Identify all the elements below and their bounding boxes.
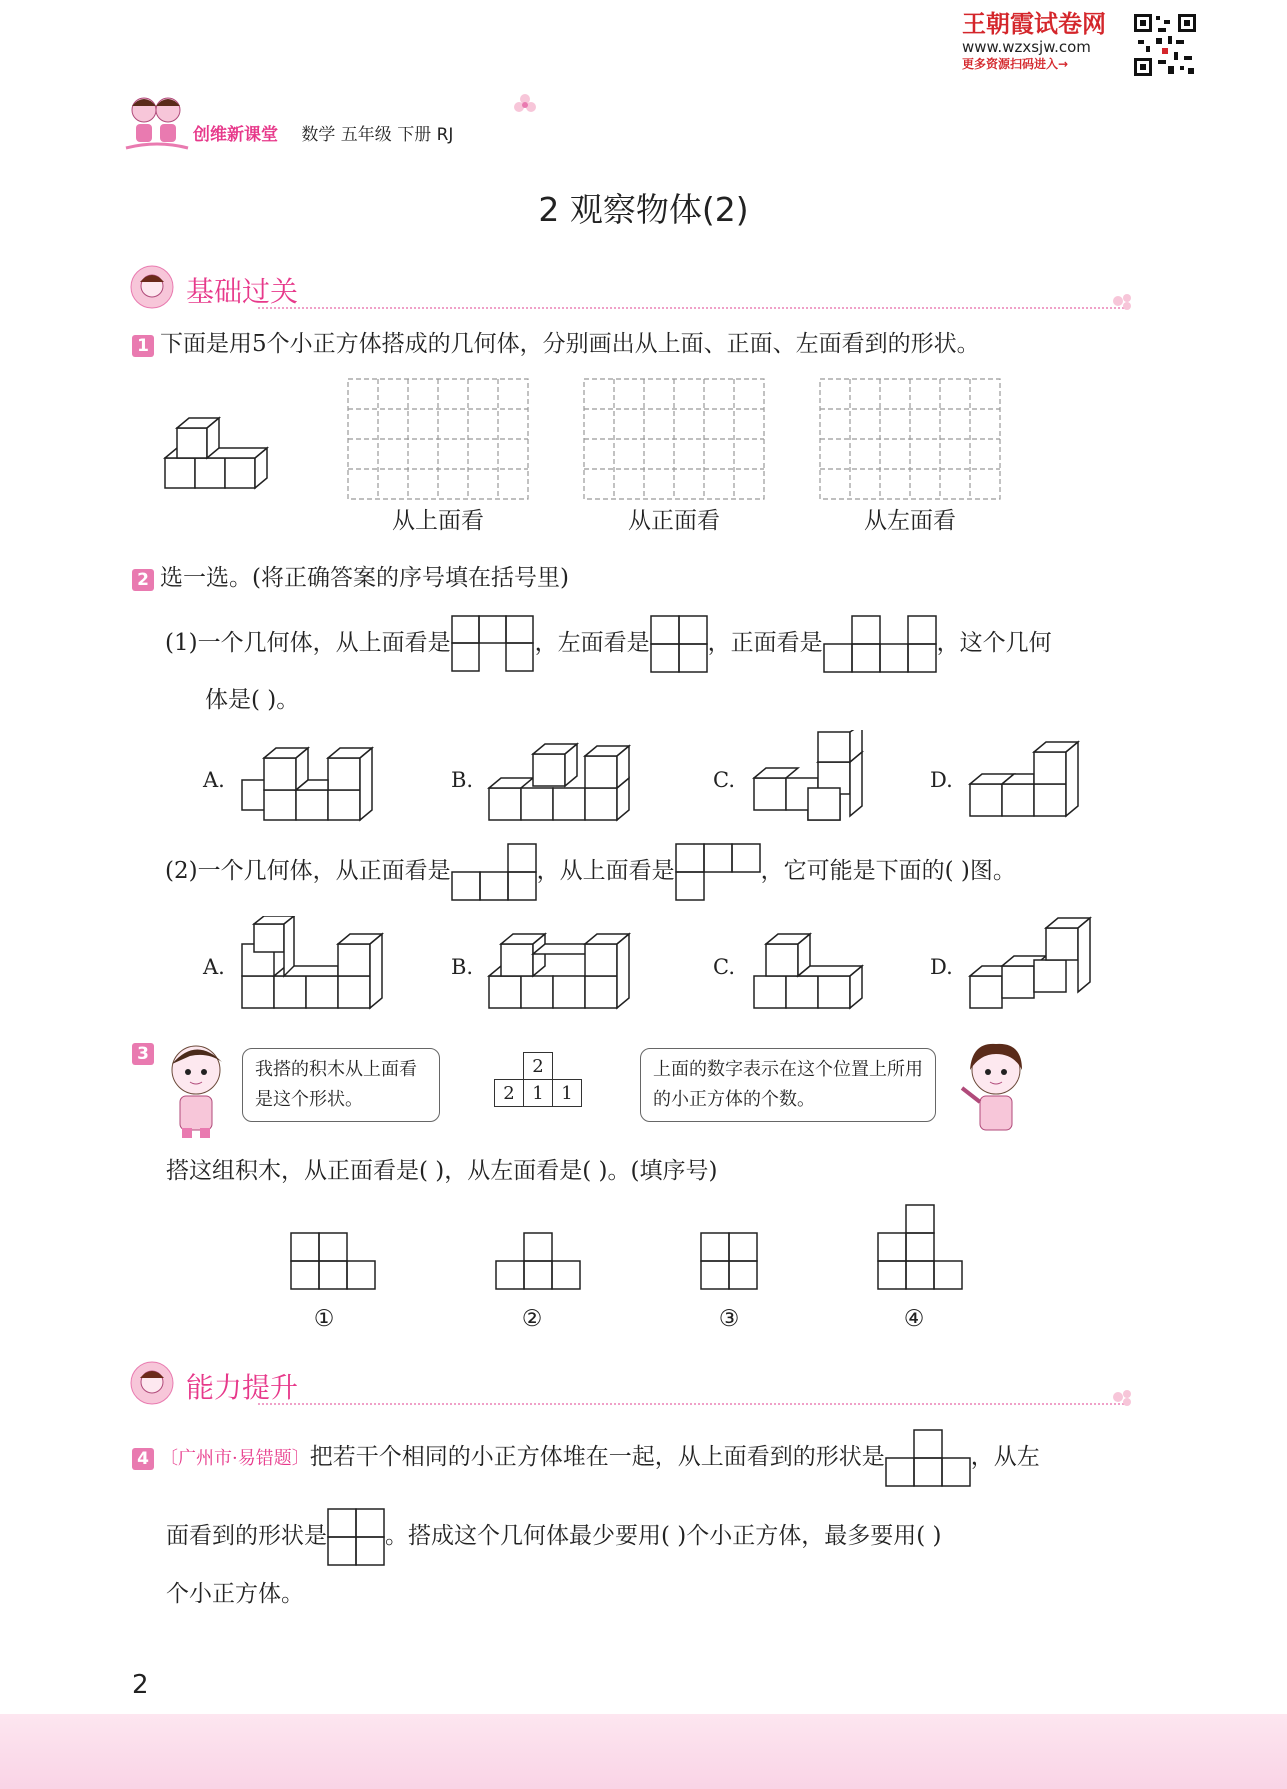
kids-logo-icon: [122, 90, 192, 156]
brand-more: 更多资源扫码进入→: [962, 57, 1069, 71]
q2-part1-text-d: ，这个几何: [936, 630, 1052, 656]
view-top-shape: [675, 843, 761, 901]
grid-cell: 2: [495, 1080, 524, 1107]
qr-code-icon: [1132, 12, 1198, 78]
q2-part1-text-a: (1)一个几何体，从上面看是: [165, 630, 451, 656]
section-divider: [258, 1403, 1128, 1405]
q2-part2-text-a: (2)一个几何体，从正面看是: [165, 858, 451, 884]
girl-character-icon: [952, 1040, 1034, 1140]
option-figure-c: [752, 730, 872, 822]
question-4-line2: [166, 1507, 942, 1566]
grid-cell: 2: [524, 1053, 553, 1080]
page-title: 2 观察物体(2): [538, 190, 749, 229]
view-left-shape: [327, 1508, 385, 1566]
question-text: 把若干个相同的小正方体堆在一起，从上面看到的形状是: [309, 1444, 885, 1470]
q2-part2-line: [165, 842, 1016, 901]
option-label: D.: [930, 768, 953, 792]
option-label: C.: [713, 768, 735, 792]
q2-part1-answer: 体是( )。: [205, 687, 300, 713]
choice-label: ②: [521, 1306, 543, 1332]
section-divider: [258, 307, 1128, 309]
option-figure-b2: [487, 916, 647, 1010]
option-label: D.: [930, 955, 953, 979]
question-4-line3: 个小正方体。: [166, 1581, 304, 1607]
choice-shape-3: [700, 1232, 758, 1290]
section-header-advanced: [128, 1360, 1128, 1408]
view-left-shape: [650, 615, 708, 673]
brand-logo: [962, 10, 1127, 72]
option-figure-a2: [240, 916, 400, 1010]
option-label: B.: [451, 768, 474, 792]
grid-cell: 1: [553, 1080, 582, 1107]
flower-deco-icon: [512, 92, 538, 118]
question-4-line1: [132, 1428, 1040, 1488]
choice-label: ④: [903, 1306, 925, 1332]
subject-info: 数学 五年级 下册 RJ: [301, 125, 454, 145]
option-figure-a: [240, 730, 388, 822]
view-front-shape: [823, 615, 937, 673]
choice-shape-2: [495, 1232, 581, 1290]
girl-avatar-icon: [128, 1360, 176, 1406]
question-text: 面看到的形状是: [166, 1523, 327, 1549]
question-number: 3: [132, 1043, 154, 1065]
label-top-view: 从上面看: [392, 508, 484, 534]
view-top-shape: [451, 615, 535, 673]
flower-deco-icon: [1110, 1386, 1134, 1408]
choice-shape-4: [877, 1204, 963, 1290]
speech-bubble-left: 我搭的积木从上面看是这个形状。: [242, 1048, 440, 1122]
question-number: 2: [132, 569, 154, 591]
label-left-view: 从左面看: [864, 508, 956, 534]
flower-deco-icon: [1110, 290, 1134, 312]
cube-figure: [163, 410, 288, 502]
top-view-number-grid: [494, 1052, 582, 1107]
q2-part1-line: [165, 614, 1052, 673]
choice-label: ①: [313, 1306, 335, 1332]
view-top-shape: [885, 1429, 971, 1487]
footer-band: [0, 1714, 1287, 1789]
q2-part1-text-c: ，正面看是: [707, 630, 823, 656]
choice-label: ③: [718, 1306, 740, 1332]
label-front-view: 从正面看: [628, 508, 720, 534]
option-figure-d: [968, 738, 1080, 822]
girl-avatar-icon: [128, 264, 176, 310]
page-number: 2: [132, 1670, 149, 1700]
question-3-text: 搭这组积木，从正面看是( )，从左面看是( )。(填序号): [166, 1158, 718, 1184]
question-text: 下面是用5个小正方体搭成的几何体，分别画出从上面、正面、左面看到的形状。: [160, 331, 980, 357]
question-text: ，从左: [970, 1444, 1040, 1470]
series-name: 创维新课堂: [193, 125, 278, 145]
question-number: 1: [132, 335, 154, 357]
boy-character-icon: [160, 1040, 238, 1140]
dashed-grid-left: [819, 378, 1001, 500]
option-label: B.: [451, 955, 474, 979]
section-title-advanced: 能力提升: [186, 1371, 299, 1404]
option-label: C.: [713, 955, 735, 979]
option-label: A.: [203, 955, 225, 979]
section-title-basic: 基础过关: [186, 275, 299, 308]
dashed-grid-top: [347, 378, 529, 500]
option-figure-c2: [752, 916, 882, 1010]
brand-name: 王朝霞试卷网: [962, 10, 1106, 38]
question-text: 选一选。(将正确答案的序号填在括号里): [160, 565, 569, 591]
option-figure-d2: [968, 916, 1092, 1010]
question-3-number: [132, 1043, 160, 1065]
speech-bubble-right: 上面的数字表示在这个位置上所用的小正方体的个数。: [640, 1048, 936, 1122]
dashed-grid-front: [583, 378, 765, 500]
q2-part1-text-b: ，左面看是: [534, 630, 650, 656]
question-text: 。搭成这个几何体最少要用( )个小正方体，最多要用( ): [385, 1523, 942, 1549]
brand-url: www.wzxsjw.com: [962, 38, 1091, 56]
option-figure-b: [487, 730, 645, 822]
question-number: 4: [132, 1448, 154, 1470]
question-2: [132, 567, 569, 591]
question-1: [132, 333, 980, 357]
q2-part2-text-b: ，从上面看是: [536, 858, 675, 884]
question-source: 〔广州市·易错题〕: [160, 1448, 310, 1469]
grid-cell: 1: [524, 1080, 553, 1107]
section-header-basic: [128, 264, 1128, 312]
view-front-shape: [451, 843, 537, 901]
q2-part2-text-c: ，它可能是下面的( )图。: [760, 858, 1016, 884]
option-label: A.: [203, 768, 225, 792]
choice-shape-1: [290, 1232, 376, 1290]
